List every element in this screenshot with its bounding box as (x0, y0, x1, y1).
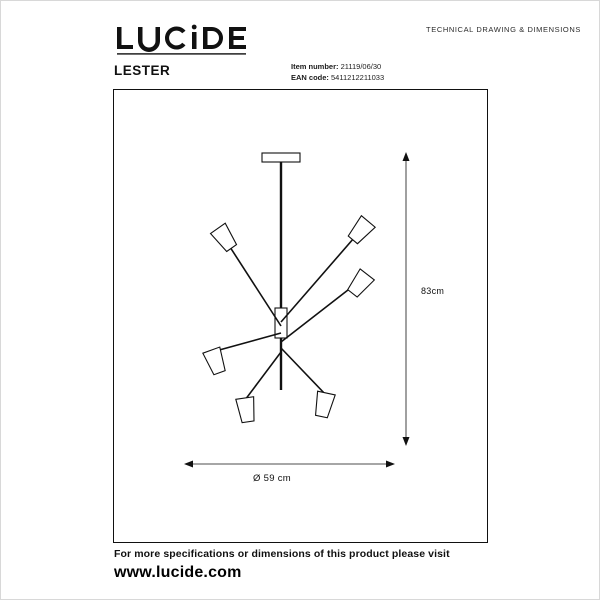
item-number-label: Item number: (291, 62, 339, 71)
ean-code-label: EAN code: (291, 73, 329, 82)
footer-message: For more specifications or dimensions of this product please visit (114, 548, 450, 560)
page-title: LESTER (114, 63, 171, 78)
width-dimension-label: Ø 59 cm (253, 473, 291, 484)
ean-code-value: 5411212211033 (331, 73, 385, 82)
footer-website-link[interactable]: www.lucide.com (114, 564, 242, 581)
product-technical-drawing (114, 90, 489, 544)
drawing-frame (113, 89, 488, 543)
item-number-value: 21119/06/30 (340, 62, 382, 71)
height-dimension-label: 83cm (421, 286, 445, 296)
technical-note: TECHNICAL DRAWING & DIMENSIONS (426, 25, 581, 34)
item-number-row (291, 61, 384, 72)
ean-code-row (291, 72, 384, 83)
product-codes (291, 61, 384, 83)
lucide-logo (113, 23, 278, 57)
